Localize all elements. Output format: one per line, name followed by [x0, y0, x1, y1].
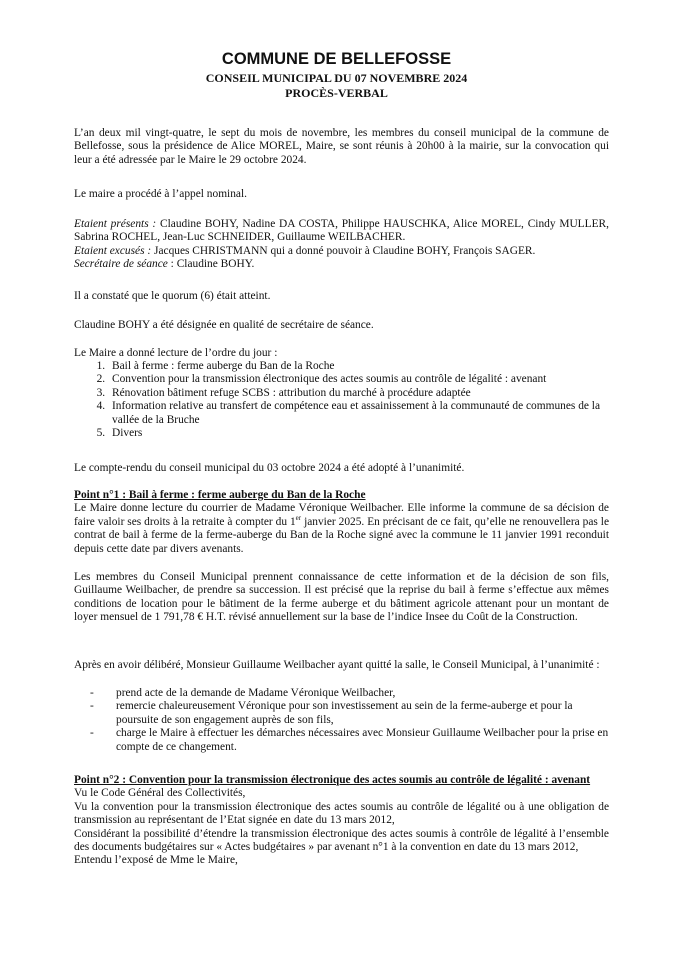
decision-item: [90, 727, 610, 754]
decision-text: charge le Maire à effectuer les démarches nécessaires avec Monsieur Guillaume Weilbacher pour la prise en compte de ce changement.: [116, 727, 609, 753]
point2-line: Considérant la possibilité d’étendre la transmission électronique des actes soumis à contrôle de légalité à l’ensemble des documents budgétaires sur « Actes budgétaires » par avenant n°1 à la convention en date du 13 mars 2012,: [74, 827, 609, 854]
commune-title: COMMUNE DE BELLEFOSSE: [221, 50, 452, 68]
point2-section: [74, 774, 609, 868]
point1-heading: Point n°1 : Bail à ferme : ferme auberge du Ban de la Roche: [74, 489, 366, 501]
dash-bullet: -: [90, 700, 94, 713]
decision-text: prend acte de la demande de Madame Véronique Weilbacher,: [116, 687, 396, 699]
point1-decision-list: [90, 687, 610, 754]
agenda-item: 5. Divers: [108, 427, 628, 440]
point2-line: Entendu l’exposé de Mme le Maire,: [74, 854, 238, 867]
agenda-intro: Le Maire a donné lecture de l’ordre du jour :: [74, 347, 278, 359]
point1-paragraph: [74, 502, 609, 556]
present-names: Claudine BOHY, Nadine DA COSTA, Philippe HAUSCHKA, Alice MOREL, Cindy MULLER, Sabrina ROCHEL, Jean-Luc SCHNEIDER, Guillaume WEILBACHER.: [74, 218, 609, 244]
decision-item: [90, 700, 610, 727]
point1-info-paragraph: Les membres du Conseil Municipal prennent connaissance de cette information et de la décision de son fils, Guillaume Weilbacher, de prendre sa succession. Il est précisé que la reprise du bail à ferme s’effectue aux mêmes conditions de location pour le bâtiment de la ferme auberge et du bâtiment agricole attenant pour un montant de loyer mensuel de 1 791,78 € H.T. révisé annuellement sur la base de l’indice Insee du Coût de la Construction.: [74, 571, 609, 624]
dash-bullet: -: [90, 687, 94, 699]
secretary-designation-paragraph: Claudine BOHY a été désignée en qualité de secrétaire de séance.: [74, 319, 374, 331]
excused-members: [74, 245, 609, 258]
present-label: Etaient présents :: [74, 218, 157, 230]
minutes-adoption-paragraph: Le compte-rendu du conseil municipal du 03 octobre 2024 a été adopté à l’unanimité.: [74, 462, 465, 474]
attendance-block: [74, 218, 609, 272]
point2-line: Vu le Code Général des Collectivités,: [74, 787, 246, 800]
secretary-name: : Claudine BOHY.: [167, 258, 255, 271]
point2-heading: Point n°2 : Convention pour la transmission électronique des actes soumis au contrôle de légalité : avenant: [74, 774, 591, 786]
point1-decision-intro: Après en avoir délibéré, Monsieur Guillaume Weilbacher ayant quitté la salle, le Conseil Municipal, à l’unanimité :: [74, 659, 600, 671]
agenda-item: 3. Rénovation bâtiment refuge SCBS : attribution du marché à procédure adaptée: [108, 387, 628, 400]
dash-bullet: -: [90, 727, 94, 740]
excused-label: Etaient excusés :: [74, 244, 152, 257]
agenda-item: 1. Bail à ferme : ferme auberge du Ban de la Roche: [108, 360, 628, 373]
excused-names: Jacques CHRISTMANN qui a donné pouvoir à Claudine BOHY, François SAGER.: [151, 244, 536, 257]
point1-section: [74, 489, 609, 556]
point1-text-end: janvier 2025. En précisant de ce fait, qu’elle ne renouvellera pas le contrat de bail à ferme de la ferme-auberge du Ban de la Roche signé avec la commune le 11 janvier 1991 reconduit depuis cette date par divers avenants.: [74, 515, 609, 555]
agenda-item: 2. Convention pour la transmission électronique des actes soumis au contrôle de légalité : avenant: [108, 373, 628, 386]
roll-call-paragraph: Le maire a procédé à l’appel nominal.: [74, 188, 247, 200]
secretary-label: Secrétaire de séance: [74, 258, 168, 271]
session-secretary: [74, 258, 609, 271]
quorum-paragraph: Il a constaté que le quorum (6) était atteint.: [74, 290, 271, 302]
point2-line: Vu la convention pour la transmission électronique des actes soumis au contrôle de légalité ou à une obligation de transmission au représentant de l’Etat signée en date du 13 mars 2012,: [74, 800, 609, 827]
agenda-item: 4. Information relative au transfert de compétence eau et assainissement à la communauté de communes de la vallée de la Bruche: [108, 400, 628, 427]
decision-text: remercie chaleureusement Véronique pour son investissement au sein de la ferme-auberge et pour la poursuite de son engagement auprès de son fils,: [116, 700, 573, 726]
council-title: CONSEIL MUNICIPAL DU 07 NOVEMBRE 2024: [205, 71, 468, 85]
ordinal-superscript: er: [295, 514, 302, 523]
decision-item: [90, 687, 610, 700]
document-type: PROCÈS-VERBAL: [285, 86, 388, 100]
point1-text-start: Le Maire donne lecture du courrier de Madame Véronique Weilbacher. Elle informe la commune de sa décision de faire valoir ses droits à la retraite à compter du 1: [74, 502, 609, 528]
intro-paragraph: L’an deux mil vingt-quatre, le sept du mois de novembre, les membres du conseil municipal de la commune de Bellefosse, sous la présidence de Alice MOREL, Maire, se sont réunis à 20h00 à la mairie, sur la convocation qui leur a été adressée par le Maire le 29 octobre 2024.: [74, 127, 609, 166]
agenda-list: [80, 360, 628, 440]
present-members: [74, 218, 609, 245]
